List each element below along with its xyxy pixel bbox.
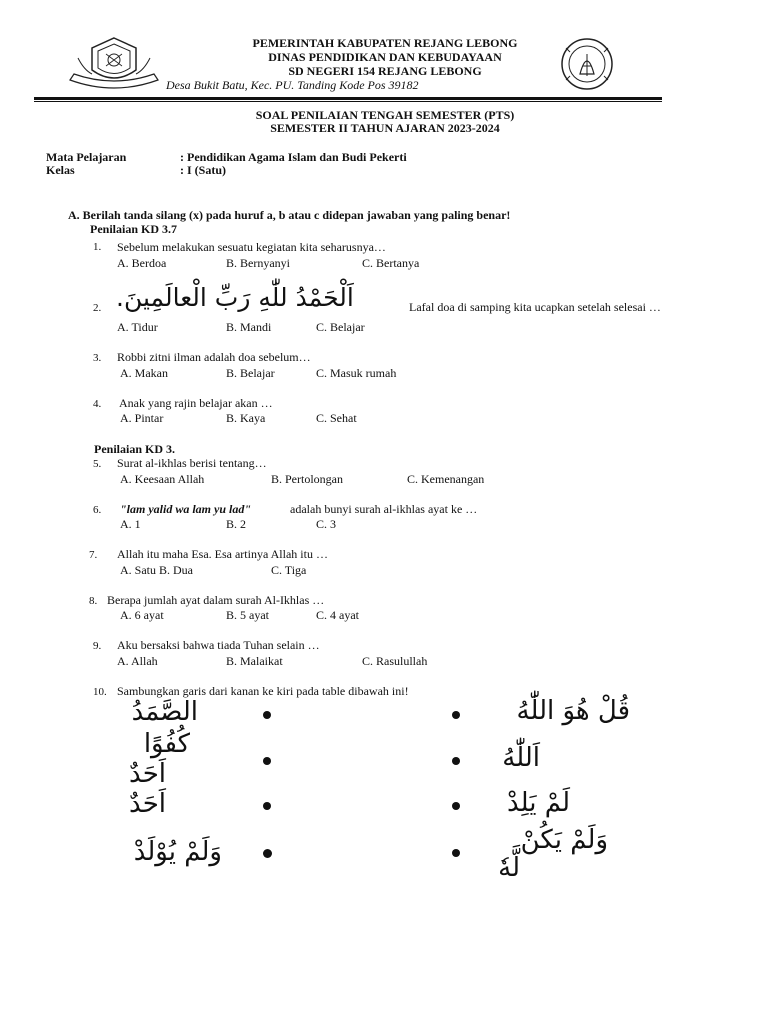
- match-right-item: قُلْ هُوَ اللّٰهُ: [516, 696, 630, 726]
- option-b[interactable]: B. 2: [226, 517, 247, 531]
- match-right-item: وَلَمْ يَكُنْ: [520, 825, 608, 855]
- option-a[interactable]: A. 6 ayat: [120, 608, 164, 622]
- header-line-3: SD NEGERI 154 REJANG LEBONG: [288, 64, 482, 78]
- question-text: Sebelum melakukan sesuatu kegiatan kita seharusnya…: [117, 240, 386, 254]
- match-right-item: اَللّٰهُ: [502, 743, 540, 773]
- match-right-item: لَّهٗ: [498, 853, 520, 883]
- question-text: Berapa jumlah ayat dalam surah Al-Ikhlas …: [107, 593, 325, 607]
- header-divider: [34, 97, 662, 100]
- question-number: 10.: [93, 686, 107, 698]
- tut-wuri-handayani-icon: [556, 36, 618, 92]
- option-a-b[interactable]: A. Satu B. Dua: [120, 563, 193, 577]
- question-text: adalah bunyi surah al-ikhlas ayat ke …: [290, 502, 478, 516]
- header-divider-thin: [34, 101, 662, 102]
- match-dot-left[interactable]: [263, 711, 271, 719]
- exam-title: SOAL PENILAIAN TENGAH SEMESTER (PTS): [255, 108, 515, 122]
- question-number: 6.: [93, 504, 102, 516]
- question-number: 3.: [93, 352, 102, 364]
- match-dot-right[interactable]: [452, 757, 460, 765]
- option-c[interactable]: C. 4 ayat: [316, 608, 359, 622]
- match-right-item: لَمْ يَلِدْ: [507, 788, 570, 818]
- option-a[interactable]: A. Tidur: [117, 320, 158, 334]
- class-label: Kelas: [46, 163, 75, 177]
- question-text: Anak yang rajin belajar akan …: [119, 396, 273, 410]
- match-left-item: وَلَمْ يُوْلَدْ: [133, 837, 222, 867]
- match-left-item: الصَّمَدُ: [131, 697, 198, 727]
- option-b[interactable]: B. 5 ayat: [226, 608, 269, 622]
- question-text: Aku bersaksi bahwa tiada Tuhan selain …: [117, 638, 320, 652]
- match-dot-left[interactable]: [263, 802, 271, 810]
- option-c[interactable]: C. Rasulullah: [362, 654, 428, 668]
- kd-heading-2: Penilaian KD 3.: [94, 442, 176, 456]
- option-c[interactable]: C. Sehat: [316, 411, 357, 425]
- option-b[interactable]: B. Pertolongan: [271, 472, 343, 486]
- kd-heading-1: Penilaian KD 3.7: [90, 222, 178, 236]
- option-a[interactable]: A. Keesaan Allah: [120, 472, 205, 486]
- option-c[interactable]: C. 3: [316, 517, 337, 531]
- question-text: Surat al-ikhlas berisi tentang…: [117, 456, 267, 470]
- question-number: 4.: [93, 398, 102, 410]
- option-a[interactable]: A. Allah: [117, 654, 158, 668]
- match-dot-right[interactable]: [452, 849, 460, 857]
- header-address: Desa Bukit Batu, Kec. PU. Tanding Kode Pos 39182: [166, 78, 419, 92]
- option-b[interactable]: B. Bernyanyi: [226, 256, 290, 270]
- question-number: 1.: [93, 241, 102, 253]
- question-text: Robbi zitni ilman adalah doa sebelum…: [117, 350, 311, 364]
- question-number: 8.: [89, 595, 98, 607]
- section-instruction: A. Berilah tanda silang (x) pada huruf a, b atau c didepan jawaban yang paling benar!: [68, 208, 511, 222]
- option-c[interactable]: C. Kemenangan: [407, 472, 485, 486]
- question-text: Sambungkan garis dari kanan ke kiri pada table dibawah ini!: [117, 684, 409, 698]
- option-c[interactable]: C. Belajar: [316, 320, 365, 334]
- question-text: Allah itu maha Esa. Esa artinya Allah itu …: [117, 547, 328, 561]
- option-c[interactable]: C. Tiga: [271, 563, 307, 577]
- header-line-2: DINAS PENDIDIKAN DAN KEBUDAYAAN: [268, 50, 502, 64]
- subject-value: : Pendidikan Agama Islam dan Budi Pekerti: [180, 150, 407, 164]
- option-a[interactable]: A. Pintar: [120, 411, 164, 425]
- class-value: : I (Satu): [180, 163, 227, 177]
- option-a[interactable]: A. 1: [120, 517, 141, 531]
- option-b[interactable]: B. Malaikat: [226, 654, 283, 668]
- option-b[interactable]: B. Belajar: [226, 366, 275, 380]
- header-line-1: PEMERINTAH KABUPATEN REJANG LEBONG: [252, 36, 518, 50]
- match-left-item: كُفُوًا: [143, 729, 190, 759]
- question-text: Lafal doa di samping kita ucapkan setelah selesai …: [409, 300, 661, 314]
- option-c[interactable]: C. Bertanya: [362, 256, 420, 270]
- match-dot-left[interactable]: [263, 849, 272, 858]
- match-dot-left[interactable]: [263, 757, 271, 765]
- question-quote: "lam yalid wa lam yu lad": [120, 502, 251, 516]
- kabupaten-emblem-icon: [66, 36, 162, 92]
- option-a[interactable]: A. Makan: [120, 366, 168, 380]
- question-number: 5.: [93, 458, 102, 470]
- question-arabic-doa: اَلْحَمْدُ للّٰهِ رَبِّ الْعالَمِينَ.: [116, 283, 354, 312]
- question-number: 7.: [89, 549, 98, 561]
- option-a[interactable]: A. Berdoa: [117, 256, 167, 270]
- subject-label: Mata Pelajaran: [46, 150, 127, 164]
- question-number: 2.: [93, 302, 102, 314]
- option-c[interactable]: C. Masuk rumah: [316, 366, 397, 380]
- match-left-item: اَحَدٌ: [129, 759, 166, 789]
- match-dot-right[interactable]: [452, 802, 460, 810]
- match-left-item: اَحَدٌ: [129, 789, 166, 819]
- exam-subtitle: SEMESTER II TAHUN AJARAN 2023-2024: [270, 121, 500, 135]
- option-b[interactable]: B. Mandi: [226, 320, 272, 334]
- option-b[interactable]: B. Kaya: [226, 411, 266, 425]
- question-number: 9.: [93, 640, 102, 652]
- match-dot-right[interactable]: [452, 711, 460, 719]
